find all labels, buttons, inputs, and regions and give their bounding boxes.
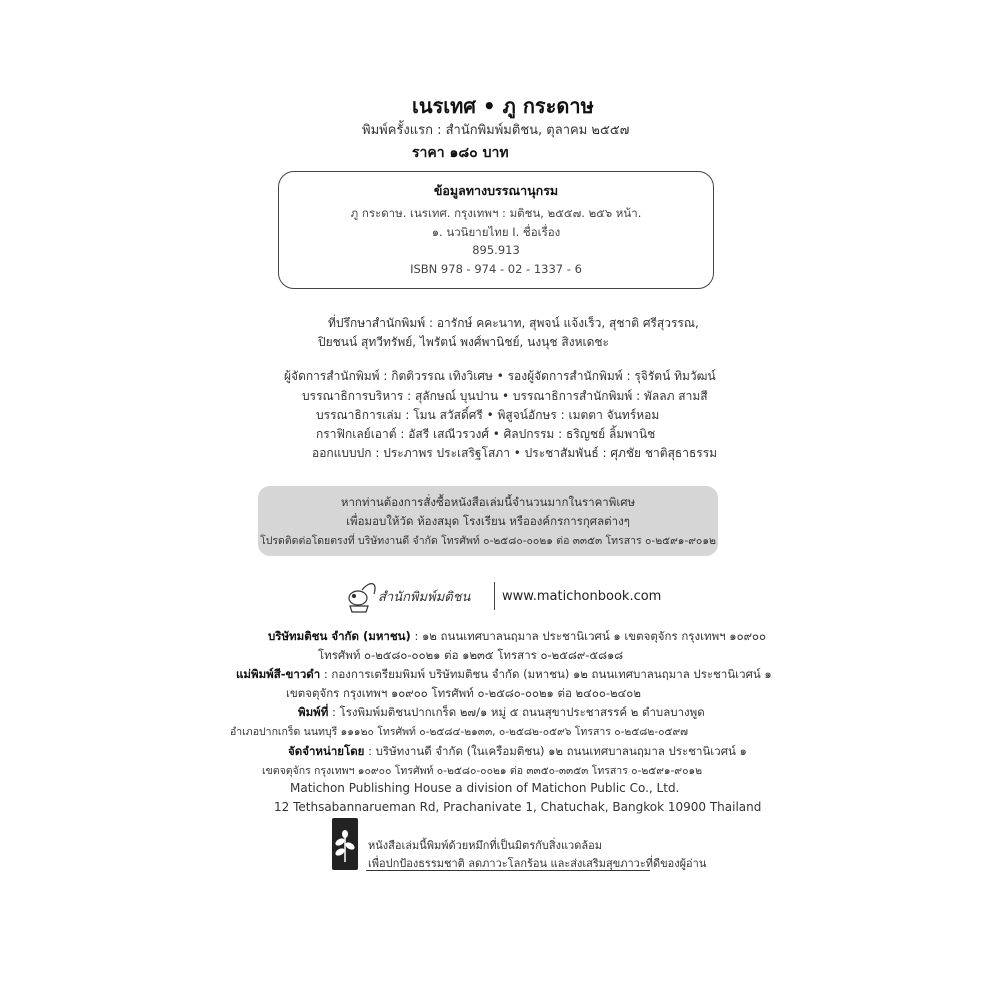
advisors-line: ปิยชนน์ สุทวีทรัพย์, ไพรัตน์ พงศ์พานิชย์, นงนุช สิงหเดชะ <box>318 335 609 349</box>
plate-maker-phone: เขตจตุจักร กรุงเทพฯ ๑๐๙๐๐ โทรศัพท์ ๐-๒๕๘๐-๐๐๒๑ ต่อ ๒๔๐๐-๒๔๐๒ <box>286 686 641 700</box>
bulk-order-box <box>258 486 718 556</box>
isbn-line: ISBN 978 - 974 - 02 - 1337 - 6 <box>410 262 582 276</box>
eco-note-line: เพื่อปกป้องธรรมชาติ ลดภาวะโลกร้อน และส่งเสริมสุขภาวะที่ดีของผู้อ่าน <box>368 857 707 870</box>
cataloging-line: ภู กระดาษ. เนรเทศ. กรุงเทพฯ : มติชน, ๒๕๕๗. ๒๕๖ หน้า. <box>350 206 642 220</box>
cataloging-line: ๑. นวนิยายไทย I. ชื่อเรื่อง <box>431 225 561 239</box>
advisors-line: ที่ปรึกษาสำนักพิมพ์ : อารักษ์ คคะนาท, สุพจน์ แจ้งเร็ว, สุชาติ ศรีสุวรรณ, <box>328 316 699 330</box>
price-line: ราคา ๑๘๐ บาท <box>412 145 509 161</box>
publisher-company <box>268 628 766 646</box>
plate-maker <box>236 666 772 684</box>
bulk-order-line: เพื่อมอบให้วัด ห้องสมุด โรงเรียน หรือองค์กรการกุศลต่างๆ <box>346 514 630 528</box>
plate-maker-address: : กองการเตรียมพิมพ์ บริษัทมติชน จำกัด (มหาชน) ๑๒ ถนนเทศบาลนฤมาล ประชานิเวศน์ ๑ <box>320 667 772 681</box>
staff-line: ผู้จัดการสำนักพิมพ์ : กิตติวรรณ เทิงวิเศษ • รองผู้จัดการสำนักพิมพ์ : รุจิรัตน์ ทิมวัฒน์ <box>284 369 716 383</box>
bulk-order-contact: โปรดติดต่อโดยตรงที่ บริษัทงานดี จำกัด โทรศัพท์ ๐-๒๕๘๐-๐๐๒๑ ต่อ ๓๓๕๓ โทรสาร ๐-๒๕๙๑-๙๐๑๒ <box>260 535 716 547</box>
publisher-company-address: : ๑๒ ถนนเทศบาลนฤมาล ประชานิเวศน์ ๑ เขตจตุจักร กรุงเทพฯ ๑๐๙๐๐ <box>410 629 767 643</box>
plate-maker-label: แม่พิมพ์สี-ขาวดำ <box>236 667 321 681</box>
distributor-address: : บริษัทงานดี จำกัด (ในเครือมติชน) ๑๒ ถนนเทศบาลนฤมาล ประชานิเวศน์ ๑ <box>364 744 747 758</box>
publisher-logo <box>344 572 494 616</box>
printer-label: พิมพ์ที่ <box>298 705 329 719</box>
english-address-line: 12 Tethsabannarueman Rd, Prachanivate 1, Chatuchak, Bangkok 10900 Thailand <box>274 800 762 814</box>
eco-divider <box>366 870 650 871</box>
book-title: เนรเทศ • ภู กระดาษ <box>412 94 594 118</box>
cataloging-heading: ข้อมูลทางบรรณานุกรม <box>433 183 559 198</box>
eco-note-line: หนังสือเล่มนี้พิมพ์ด้วยหมึกที่เป็นมิตรกับสิ่งแวดล้อม <box>368 839 602 852</box>
publisher-company-label: บริษัทมติชน จำกัด (มหาชน) <box>268 629 411 643</box>
staff-line: บรรณาธิการบริหาร : สุลักษณ์ บุนปาน • บรรณาธิการสำนักพิมพ์ : พัลลภ สามสี <box>302 389 708 403</box>
distributor <box>288 743 747 761</box>
distributor-phone: เขตจตุจักร กรุงเทพฯ ๑๐๙๐๐ โทรศัพท์ ๐-๒๕๘๐-๐๐๒๑ ต่อ ๓๓๕๐-๓๓๕๓ โทรสาร ๐-๒๕๙๑-๙๐๑๒ <box>262 765 703 777</box>
staff-line: บรรณาธิการเล่ม : โมน สวัสดิ์ศรี • พิสูจน์อักษร : เมตตา จันทร์หอม <box>316 408 660 422</box>
printer-address: : โรงพิมพ์มติชนปากเกร็ด ๒๗/๑ หมู่ ๕ ถนนสุขาประชาสรรค์ ๒ ตำบลบางพูด <box>328 705 705 719</box>
first-print-line: พิมพ์ครั้งแรก : สำนักพิมพ์มติชน, ตุลาคม ๒๕๕๗ <box>362 123 630 138</box>
logo-divider <box>494 582 495 610</box>
publisher-company-phone: โทรศัพท์ ๐-๒๕๘๐-๐๐๒๑ ต่อ ๑๒๓๕ โทรสาร ๐-๒๕๘๙-๕๘๑๘ <box>318 648 624 662</box>
bulk-order-line: หากท่านต้องการสั่งซื้อหนังสือเล่มนี้จำนวนมากในราคาพิเศษ <box>340 495 636 509</box>
staff-line: ออกแบบปก : ประภาพร ประเสริฐโสภา • ประชาสัมพันธ์ : ศุภชัย ชาติสุธาธรรม <box>312 446 718 460</box>
leaf-book-icon <box>332 818 358 870</box>
cataloging-line: 895.913 <box>472 243 520 257</box>
printer <box>298 704 705 722</box>
printer-phone: อำเภอปากเกร็ด นนทบุรี ๑๑๑๒๐ โทรศัพท์ ๐-๒๕๘๔-๒๑๓๓, ๐-๒๕๘๒-๐๕๙๖ โทรสาร ๐-๒๕๘๒-๐๕๙๗ <box>230 726 689 738</box>
cataloging-box <box>278 171 714 289</box>
website-url[interactable]: www.matichonbook.com <box>502 589 662 604</box>
staff-line: กราฟิกเลย์เอาต์ : อัสรี เสณีวรวงศ์ • ศิลปกรรม : ธริญชย์ ลิ้มพานิช <box>316 427 656 441</box>
english-company-line: Matichon Publishing House a division of Matichon Public Co., Ltd. <box>290 781 680 795</box>
logo-wordmark: สำนักพิมพ์มติชน <box>378 590 471 605</box>
distributor-label: จัดจำหน่ายโดย <box>288 744 365 758</box>
